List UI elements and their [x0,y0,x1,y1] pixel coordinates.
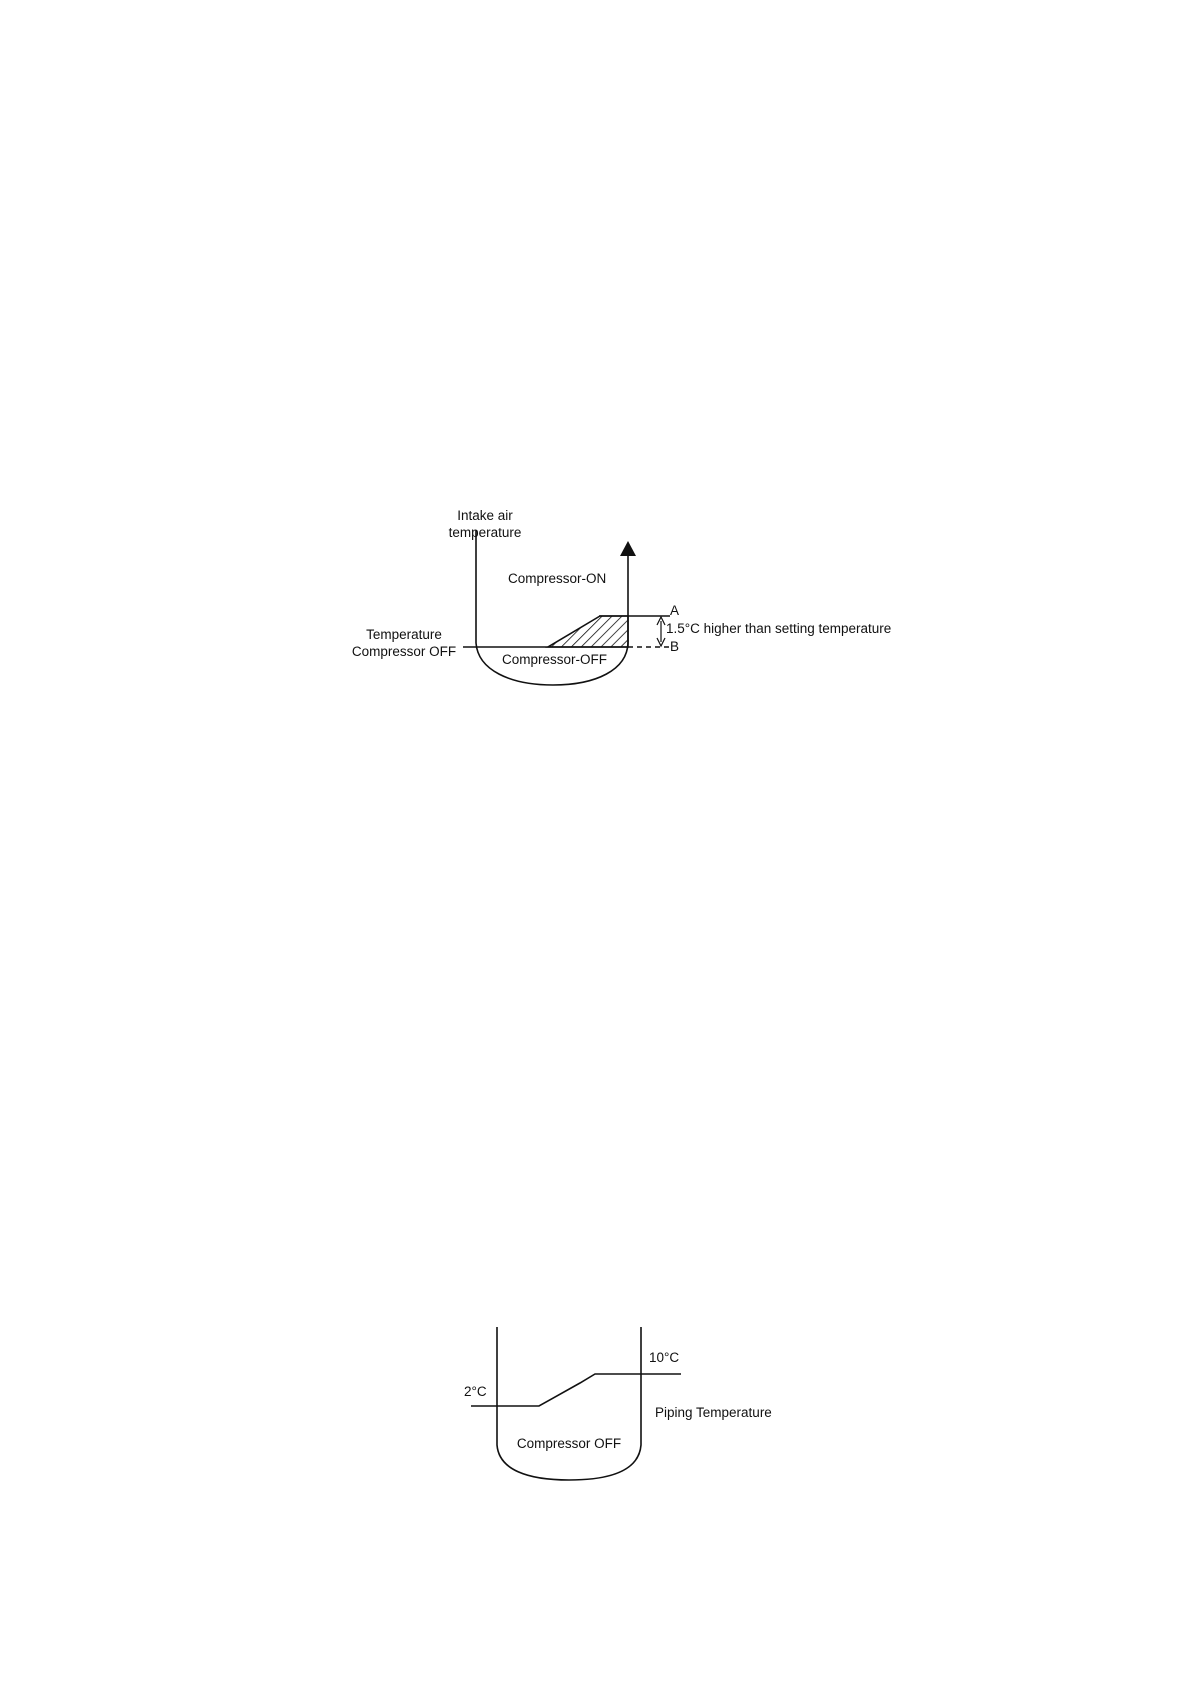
high-temperature-label: 10°C [649,1350,680,1365]
intake-air-label-line1: Intake air [457,508,513,523]
threshold-label-line2: Compressor OFF [351,644,457,659]
hatched-transition-region [548,616,628,647]
compressor-off-boundary-2 [497,1327,641,1480]
compressor-off-label-2: Compressor OFF [516,1436,622,1451]
piping-temperature-diagram [464,1327,772,1480]
low-temperature-label: 2°C [464,1384,487,1399]
piping-temperature-line [471,1374,681,1406]
piping-temperature-label: Piping Temperature [655,1405,772,1420]
intake-air-label-line2: temperature [448,525,522,540]
temperature-axis-arrowhead [620,541,636,556]
difference-label: 1.5°C higher than setting temperature [666,621,892,636]
marker-b-label: B [670,639,680,654]
marker-a-label: A [670,603,680,618]
compressor-on-label: Compressor-ON [508,571,607,586]
intake-air-diagram [352,508,891,685]
compressor-off-label: Compressor-OFF [502,652,608,667]
threshold-label-line1: Temperature [366,627,442,642]
